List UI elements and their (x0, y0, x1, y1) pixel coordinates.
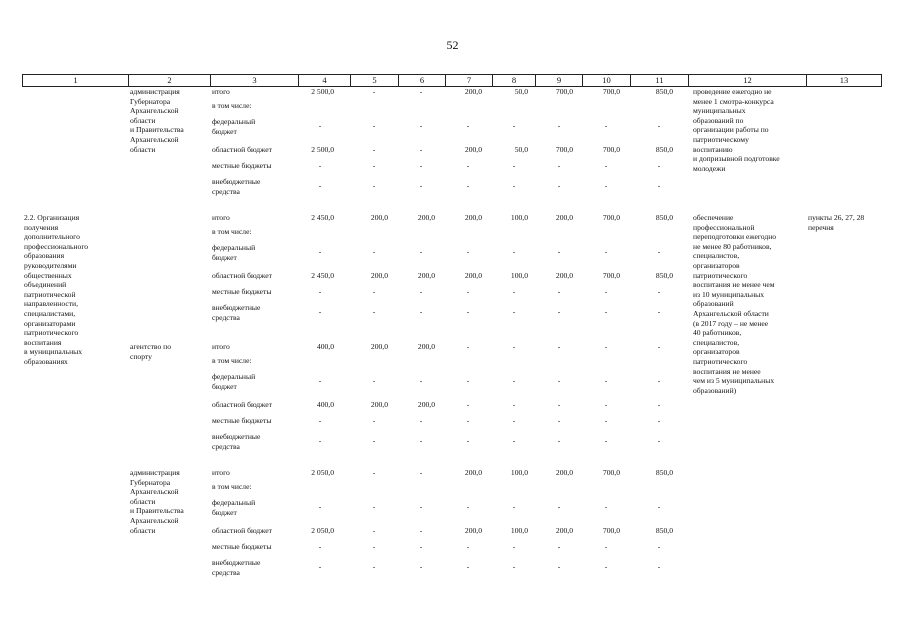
result-text: организаторов (693, 347, 740, 357)
value-cell: - (318, 307, 322, 316)
result-text: организации работы по (693, 125, 769, 135)
header-cell: 11 (630, 75, 688, 86)
result-text: организаторов (693, 261, 740, 270)
value-cell: 700,0 (555, 145, 573, 154)
value-cell: 200,0 (464, 468, 482, 477)
value-cell: 200,0 (417, 271, 435, 280)
value-cell: - (466, 287, 470, 296)
row-label-federal: федеральный (212, 372, 256, 381)
executor-text: и Правительства (130, 506, 184, 516)
result-text: профессиональной (693, 222, 755, 232)
executor-text: области (130, 525, 156, 535)
result-text: из 10 муниципальных (693, 289, 765, 299)
value-cell: - (419, 121, 423, 130)
value-cell: - (557, 287, 561, 296)
value-cell: - (657, 416, 661, 425)
value-cell: - (372, 416, 376, 425)
row-label-including: в том числе: (212, 101, 252, 110)
value-cell: - (466, 502, 470, 511)
measure-text: 2.2. Организация (24, 213, 80, 222)
value-cell: - (657, 181, 661, 190)
row-label-local: местные бюджеты (212, 161, 272, 170)
value-cell: - (604, 542, 608, 551)
value-cell: 200,0 (417, 213, 435, 222)
value-cell: - (557, 562, 561, 571)
value-cell: 100,0 (510, 526, 528, 535)
result-text: образований по (693, 115, 744, 125)
value-cell: - (557, 307, 561, 316)
row-label-federal: бюджет (212, 252, 237, 262)
value-cell: - (372, 121, 376, 130)
value-cell: - (419, 376, 423, 385)
value-cell: 850,0 (655, 468, 673, 477)
value-cell: - (318, 121, 322, 130)
value-cell: - (604, 400, 608, 409)
row-label-including: в том числе: (212, 482, 252, 491)
value-cell: 400,0 (316, 400, 334, 409)
result-text: менее 1 смотра-конкурса (693, 96, 774, 106)
measure-text: дополнительного (24, 232, 80, 242)
value-cell: 850,0 (655, 213, 673, 222)
row-label-federal: бюджет (212, 126, 237, 136)
value-cell: - (372, 376, 376, 385)
value-cell: 2 050,0 (311, 468, 334, 477)
executor-text: Архангельской (130, 106, 179, 116)
value-cell: 100,0 (510, 468, 528, 477)
measure-text: объединений (24, 280, 67, 290)
value-cell: - (512, 542, 516, 551)
value-cell: - (372, 181, 376, 190)
value-cell: - (419, 87, 423, 96)
measure-text: образования (24, 251, 65, 261)
value-cell: - (604, 161, 608, 170)
value-cell: - (557, 247, 561, 256)
value-cell: - (557, 502, 561, 511)
header-cell: 8 (492, 75, 535, 86)
value-cell: - (466, 416, 470, 425)
value-cell: - (512, 436, 516, 445)
value-cell: - (419, 161, 423, 170)
reference-text: перечня (808, 222, 834, 232)
value-cell: - (466, 181, 470, 190)
result-text: воспитания не менее (693, 366, 761, 376)
row-label-total: итого (212, 213, 230, 222)
measure-text: образованиях (24, 357, 68, 366)
value-cell: - (557, 416, 561, 425)
value-cell: 700,0 (602, 145, 620, 154)
value-cell: - (512, 376, 516, 385)
value-cell: 2 450,0 (311, 213, 334, 222)
executor-text: Архангельской (130, 135, 179, 144)
value-cell: - (604, 416, 608, 425)
value-cell: - (318, 416, 322, 425)
row-label-including: в том числе: (212, 227, 252, 236)
value-cell: - (466, 342, 470, 351)
value-cell: 200,0 (555, 213, 573, 222)
measure-text: специалистами, (24, 309, 76, 318)
row-label-total: итого (212, 342, 230, 351)
executor-text: спорту (130, 351, 152, 361)
value-cell: - (372, 287, 376, 296)
value-cell: - (419, 468, 423, 477)
value-cell: - (372, 307, 376, 316)
value-cell: 200,0 (417, 342, 435, 351)
result-text: патриотического (693, 357, 748, 366)
value-cell: - (318, 287, 322, 296)
result-text: обеспечение (693, 213, 734, 222)
measure-text: профессионального (24, 241, 89, 251)
value-cell: - (419, 307, 423, 316)
value-cell: - (512, 161, 516, 170)
value-cell: - (372, 145, 376, 154)
header-cell: 7 (445, 75, 492, 86)
value-cell: - (657, 121, 661, 130)
executor-text: Архангельской (130, 516, 179, 525)
result-text: и допризывной подготовке (693, 154, 780, 164)
value-cell: - (318, 181, 322, 190)
value-cell: - (372, 502, 376, 511)
value-cell: - (419, 181, 423, 190)
value-cell: 200,0 (464, 271, 482, 280)
row-label-including: в том числе: (212, 356, 252, 365)
value-cell: 700,0 (602, 271, 620, 280)
value-cell: 2 500,0 (311, 87, 334, 96)
header-cell: 4 (298, 75, 350, 86)
result-text: патриотического (693, 270, 748, 280)
value-cell: - (657, 161, 661, 170)
value-cell: 200,0 (417, 400, 435, 409)
value-cell: 700,0 (602, 87, 620, 96)
executor-text: области (130, 115, 156, 125)
measure-text: общественных (24, 270, 72, 280)
value-cell: - (466, 247, 470, 256)
value-cell: - (419, 436, 423, 445)
value-cell: 200,0 (370, 271, 388, 280)
value-cell: - (512, 502, 516, 511)
value-cell: 200,0 (555, 468, 573, 477)
value-cell: - (657, 400, 661, 409)
executor-text: агентство по (130, 342, 172, 351)
value-cell: 2 450,0 (311, 271, 334, 280)
value-cell: - (419, 502, 423, 511)
result-text: (в 2017 году – не менее (693, 318, 769, 328)
value-cell: - (512, 121, 516, 130)
value-cell: - (419, 145, 423, 154)
value-cell: 50,0 (514, 145, 528, 154)
value-cell: - (604, 181, 608, 190)
executor-text: Губернатора (130, 477, 171, 487)
value-cell: - (604, 247, 608, 256)
value-cell: - (604, 121, 608, 130)
value-cell: - (557, 376, 561, 385)
header-cell: 13 (806, 75, 882, 86)
value-cell: - (512, 400, 516, 409)
value-cell: 200,0 (464, 213, 482, 222)
value-cell: - (318, 562, 322, 571)
result-text: 40 работников, (693, 328, 742, 338)
value-cell: - (512, 416, 516, 425)
result-text: образований (693, 299, 734, 309)
value-cell: 50,0 (514, 87, 528, 96)
header-cell: 2 (128, 75, 210, 86)
value-cell: - (318, 376, 322, 385)
value-cell: - (512, 307, 516, 316)
value-cell: - (466, 542, 470, 551)
result-text: молодежи (693, 163, 726, 173)
executor-text: администрация (130, 87, 180, 96)
value-cell: - (318, 542, 322, 551)
executor-text: области (130, 144, 156, 154)
row-label-local: местные бюджеты (212, 542, 272, 551)
value-cell: - (557, 161, 561, 170)
row-label-extrabudget: внебюджетные (212, 303, 261, 312)
value-cell: 200,0 (370, 342, 388, 351)
value-cell: 100,0 (510, 271, 528, 280)
value-cell: - (557, 400, 561, 409)
value-cell: 700,0 (602, 526, 620, 535)
row-label-federal: федеральный (212, 243, 256, 252)
value-cell: - (318, 502, 322, 511)
value-cell: - (557, 342, 561, 351)
header-cell: 6 (398, 75, 445, 86)
row-label-total: итого (212, 468, 230, 477)
value-cell: 100,0 (510, 213, 528, 222)
measure-text: воспитания (24, 337, 62, 347)
value-cell: - (372, 468, 376, 477)
value-cell: 200,0 (464, 87, 482, 96)
row-label-extrabudget: средства (212, 312, 240, 322)
header-cell: 5 (350, 75, 398, 86)
value-cell: 700,0 (555, 87, 573, 96)
value-cell: 850,0 (655, 271, 673, 280)
value-cell: - (604, 342, 608, 351)
value-cell: - (657, 436, 661, 445)
value-cell: - (557, 121, 561, 130)
value-cell: - (466, 307, 470, 316)
result-text: образований) (693, 385, 737, 395)
row-label-local: местные бюджеты (212, 416, 272, 425)
value-cell: - (419, 562, 423, 571)
value-cell: 200,0 (555, 271, 573, 280)
value-cell: 700,0 (602, 468, 620, 477)
value-cell: - (466, 121, 470, 130)
value-cell: - (512, 247, 516, 256)
row-label-extrabudget: внебюджетные (212, 432, 261, 441)
value-cell: - (466, 400, 470, 409)
measure-text: организаторами (24, 318, 76, 328)
result-text: патриотическому (693, 135, 749, 144)
value-cell: - (657, 562, 661, 571)
measure-text: патриотического (24, 328, 79, 338)
row-label-federal: федеральный (212, 498, 256, 507)
result-text: проведение ежегодно не (693, 87, 772, 96)
value-cell: 850,0 (655, 526, 673, 535)
value-cell: 200,0 (464, 145, 482, 154)
result-text: муниципальных (693, 106, 746, 116)
row-label-extrabudget: средства (212, 186, 240, 196)
row-label-regional: областной бюджет (212, 526, 272, 535)
value-cell: - (466, 161, 470, 170)
value-cell: - (512, 181, 516, 190)
row-label-regional: областной бюджет (212, 400, 272, 409)
executor-text: Губернатора (130, 96, 171, 106)
executor-text: и Правительства (130, 125, 184, 135)
header-cell: 12 (688, 75, 806, 86)
value-cell: - (466, 562, 470, 571)
row-label-federal: бюджет (212, 507, 237, 517)
value-cell: - (419, 247, 423, 256)
value-cell: 850,0 (655, 87, 673, 96)
value-cell: - (604, 307, 608, 316)
value-cell: - (466, 436, 470, 445)
executor-text: Архангельской (130, 487, 179, 497)
value-cell: - (372, 436, 376, 445)
value-cell: - (372, 542, 376, 551)
row-label-local: местные бюджеты (212, 287, 272, 296)
value-cell: 850,0 (655, 145, 673, 154)
page-number: 52 (446, 38, 459, 52)
executor-text: администрация (130, 468, 180, 477)
value-cell: 700,0 (602, 213, 620, 222)
value-cell: 400,0 (316, 342, 334, 351)
value-cell: - (318, 247, 322, 256)
measure-text: руководителями (24, 261, 77, 270)
measure-text: патриотической (24, 289, 76, 299)
result-text: не менее 80 работников, (693, 241, 772, 251)
value-cell: - (657, 376, 661, 385)
value-cell: - (657, 502, 661, 511)
value-cell: - (604, 562, 608, 571)
executor-text: области (130, 496, 156, 506)
result-text: чем из 5 муниципальных (693, 376, 775, 386)
value-cell: - (657, 342, 661, 351)
row-label-federal: федеральный (212, 117, 256, 126)
value-cell: - (557, 436, 561, 445)
row-label-extrabudget: внебюджетные (212, 177, 261, 186)
value-cell: - (372, 87, 376, 96)
value-cell: - (657, 307, 661, 316)
result-text: специалистов, (693, 337, 740, 347)
value-cell: - (657, 247, 661, 256)
value-cell: - (419, 542, 423, 551)
result-text: Архангельской области (693, 309, 769, 318)
value-cell: - (604, 376, 608, 385)
value-cell: - (512, 562, 516, 571)
row-label-regional: областной бюджет (212, 271, 272, 280)
value-cell: - (604, 436, 608, 445)
measure-text: получения (24, 222, 59, 232)
row-label-extrabudget: средства (212, 567, 240, 577)
value-cell: - (372, 562, 376, 571)
result-text: переподготовки ежегодно (693, 232, 777, 242)
header-cell: 9 (535, 75, 582, 86)
value-cell: - (557, 181, 561, 190)
row-label-extrabudget: внебюджетные (212, 558, 261, 567)
result-text: специалистов, (693, 251, 740, 261)
measure-text: направленности, (24, 299, 78, 309)
value-cell: 200,0 (555, 526, 573, 535)
value-cell: - (318, 161, 322, 170)
row-label-extrabudget: средства (212, 441, 240, 451)
row-label-federal: бюджет (212, 381, 237, 391)
value-cell: - (557, 542, 561, 551)
value-cell: - (466, 376, 470, 385)
header-cell: 1 (22, 75, 128, 86)
value-cell: - (372, 526, 376, 535)
value-cell: 2 500,0 (311, 145, 334, 154)
value-cell: 200,0 (370, 213, 388, 222)
row-label-total: итого (212, 87, 230, 96)
result-text: воспитанию (693, 144, 733, 154)
value-cell: - (372, 161, 376, 170)
header-cell: 10 (582, 75, 630, 86)
value-cell: - (604, 502, 608, 511)
reference-text: пункты 26, 27, 28 (808, 213, 865, 222)
header-cell: 3 (210, 75, 298, 86)
measure-text: в муниципальных (24, 347, 83, 357)
value-cell: - (372, 247, 376, 256)
row-label-regional: областной бюджет (212, 145, 272, 154)
value-cell: - (419, 526, 423, 535)
value-cell: 2 050,0 (311, 526, 334, 535)
value-cell: - (512, 287, 516, 296)
value-cell: 200,0 (370, 400, 388, 409)
value-cell: - (318, 436, 322, 445)
value-cell: - (419, 287, 423, 296)
value-cell: - (419, 416, 423, 425)
table-header-row (22, 74, 882, 87)
value-cell: - (657, 542, 661, 551)
result-text: воспитания не менее чем (693, 280, 775, 290)
value-cell: 200,0 (464, 526, 482, 535)
value-cell: - (604, 287, 608, 296)
value-cell: - (657, 287, 661, 296)
value-cell: - (512, 342, 516, 351)
